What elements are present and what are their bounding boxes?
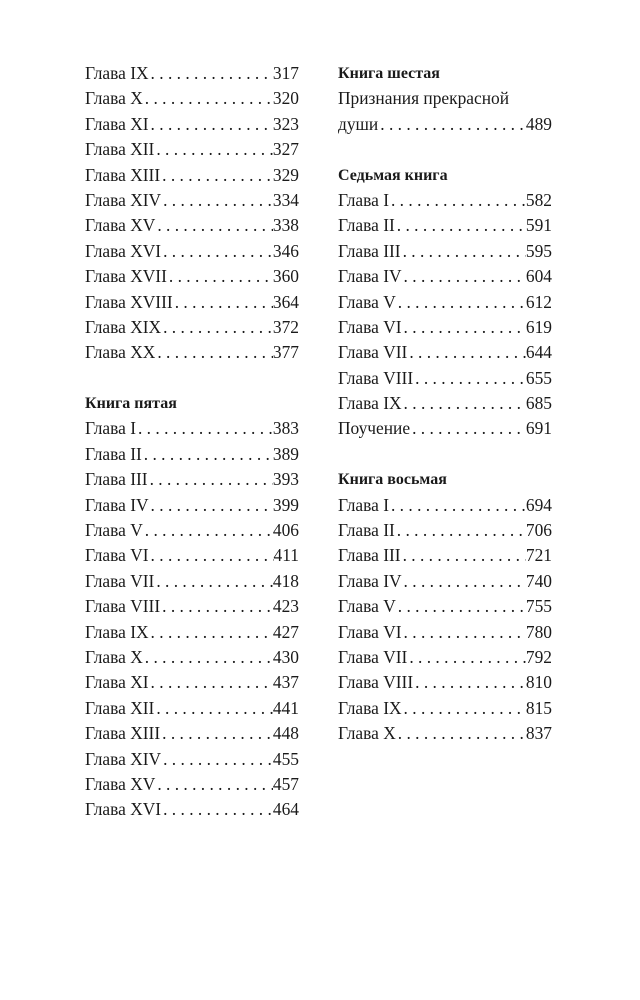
toc-entry-label: Глава XIV (85, 748, 162, 769)
toc-chapter-list (85, 61, 299, 366)
toc-entry (85, 264, 299, 289)
dot-leader (389, 493, 526, 518)
toc-entry-page: 423 (272, 596, 299, 617)
toc-entry-label: Глава XII (85, 697, 155, 718)
dot-leader (389, 188, 526, 213)
toc-entry-page: 430 (272, 646, 299, 667)
toc-entry (85, 543, 299, 568)
toc-entry-label: Глава IX (85, 621, 149, 642)
toc-entry (338, 721, 552, 746)
toc-entry (85, 467, 299, 492)
dot-leader (396, 290, 526, 315)
toc-entry (85, 61, 299, 86)
toc-entry-page: 399 (272, 494, 299, 515)
section-spacer (85, 366, 299, 391)
dot-leader (142, 442, 273, 467)
toc-entry-label: Глава VIII (338, 672, 414, 693)
dot-leader (148, 467, 273, 492)
toc-right-column (338, 61, 552, 747)
toc-entry-page: 740 (525, 570, 552, 591)
toc-entry-page: 691 (525, 418, 552, 439)
toc-entry-page: 694 (525, 494, 552, 515)
toc-entry (338, 645, 552, 670)
toc-entry-label: Глава II (338, 520, 395, 541)
toc-entry (85, 569, 299, 594)
toc-entry-label: Поучение (338, 418, 411, 439)
toc-entry-page: 418 (272, 570, 299, 591)
toc-entry-page: 383 (272, 418, 299, 439)
dot-leader (378, 112, 526, 137)
toc-entry-page: 411 (273, 545, 299, 566)
toc-entry-label: Глава IX (338, 697, 402, 718)
toc-entry-label: Глава V (85, 520, 143, 541)
toc-chapter-list-book-5 (85, 416, 299, 822)
dot-leader (161, 797, 273, 822)
toc-entry (85, 747, 299, 772)
dot-leader (395, 213, 526, 238)
toc-entry-label: души (338, 113, 379, 134)
toc-entry-page: 685 (525, 393, 552, 414)
toc-entry (85, 290, 299, 315)
toc-chapter-list-book-8 (338, 493, 552, 747)
toc-entry-page: 582 (525, 189, 552, 210)
dot-leader (407, 340, 526, 365)
toc-entry (338, 290, 552, 315)
toc-entry-label: Глава VI (85, 545, 149, 566)
toc-entry-label: Глава XIX (85, 316, 162, 337)
toc-title-line: Признания прекрасной (338, 88, 510, 109)
dot-leader (161, 239, 273, 264)
toc-entry-label: Глава V (338, 291, 396, 312)
toc-entry-label: Глава XIII (85, 164, 161, 185)
toc-entry-page: 320 (272, 88, 299, 109)
dot-leader (149, 61, 273, 86)
toc-entry (85, 670, 299, 695)
dot-leader (413, 366, 526, 391)
toc-entry-page: 619 (525, 316, 552, 337)
toc-entry-label: Глава XVII (85, 266, 167, 287)
toc-entry-page: 389 (272, 443, 299, 464)
toc-entry (85, 518, 299, 543)
toc-entry-page: 837 (525, 723, 552, 744)
dot-leader (154, 569, 273, 594)
dot-leader (407, 645, 526, 670)
toc-entry-page: 393 (272, 469, 299, 490)
toc-entry-label: Глава IV (85, 494, 149, 515)
toc-entry (85, 493, 299, 518)
dot-leader (143, 86, 273, 111)
toc-entry-page: 755 (525, 596, 552, 617)
dot-leader (402, 391, 526, 416)
dot-leader (149, 620, 273, 645)
toc-entry-label: Глава VIII (85, 596, 161, 617)
toc-entry (338, 620, 552, 645)
dot-leader (161, 188, 273, 213)
toc-entry-page: 612 (525, 291, 552, 312)
book-heading-6: Книга шестая (338, 65, 440, 82)
dot-leader (149, 112, 273, 137)
dot-leader (395, 518, 526, 543)
dot-leader (413, 670, 526, 695)
toc-entry-page: 323 (272, 113, 299, 134)
dot-leader (149, 670, 273, 695)
dot-leader (167, 264, 273, 289)
toc-entry-label: Глава IV (338, 266, 402, 287)
toc-entry-label: Глава X (85, 88, 143, 109)
toc-entry-page: 441 (272, 697, 299, 718)
toc-entry (338, 239, 552, 264)
toc-entry-label: Глава XI (85, 113, 149, 134)
dot-leader (149, 493, 273, 518)
toc-entry (85, 315, 299, 340)
dot-leader (402, 569, 526, 594)
toc-entry (338, 696, 552, 721)
toc-entry-page: 327 (272, 139, 299, 160)
toc-entry-page: 595 (525, 240, 552, 261)
dot-leader (160, 721, 273, 746)
toc-entry (85, 620, 299, 645)
dot-leader (396, 721, 526, 746)
toc-entry-label: Глава XVIII (85, 291, 173, 312)
toc-entry-label: Глава II (85, 443, 142, 464)
toc-entry-label: Глава II (338, 215, 395, 236)
toc-entry-page: 364 (272, 291, 299, 312)
toc-entry-page: 317 (272, 63, 299, 83)
toc-entry (338, 493, 552, 518)
dot-leader (402, 696, 526, 721)
toc-entry-page: 644 (525, 342, 552, 363)
toc-entry (85, 645, 299, 670)
dot-leader (143, 518, 273, 543)
toc-entry-label: Глава VII (85, 570, 155, 591)
toc-entry-label: Глава XII (85, 139, 155, 160)
toc-entry-page: 721 (525, 545, 552, 566)
toc-entry-page: 448 (272, 723, 299, 744)
toc-entry-label: Глава I (338, 494, 389, 515)
toc-entry-label: Глава IX (85, 63, 149, 83)
toc-entry (85, 112, 299, 137)
toc-entry-page: 464 (272, 799, 299, 820)
toc-entry-label: Глава XIV (85, 189, 162, 210)
toc-entry-label: Глава III (338, 545, 401, 566)
dot-leader (160, 594, 273, 619)
book-heading-7: Седьмая книга (338, 166, 448, 184)
toc-entry (338, 416, 552, 441)
dot-leader (155, 772, 273, 797)
toc-entry-page: 604 (525, 266, 552, 287)
book-heading-5: Книга пятая (85, 395, 177, 413)
toc-entry-label: Глава III (338, 240, 401, 261)
dot-leader (396, 594, 526, 619)
toc-entry-label: Глава XV (85, 215, 156, 236)
toc-entry (85, 721, 299, 746)
dot-leader (154, 696, 273, 721)
toc-entry (338, 518, 552, 543)
dot-leader (136, 416, 273, 441)
toc-entry (85, 163, 299, 188)
toc-entry-label: Глава I (85, 418, 136, 439)
dot-leader (143, 645, 273, 670)
toc-chapter-list-book-7 (338, 188, 552, 442)
toc-entry-page: 815 (525, 697, 552, 718)
toc-entry-label: Глава III (85, 469, 148, 490)
toc-entry-page: 346 (272, 240, 299, 261)
dot-leader (155, 213, 273, 238)
toc-entry-page: 455 (272, 748, 299, 769)
toc-entry (338, 391, 552, 416)
toc-entry-label: Глава X (85, 646, 143, 667)
toc-entry-page: 457 (272, 773, 299, 794)
toc-entry-label: Глава VIII (338, 367, 414, 388)
dot-leader (401, 239, 526, 264)
toc-entry-label: Глава XV (85, 773, 156, 794)
toc-entry (85, 213, 299, 238)
toc-entry-page: 329 (272, 164, 299, 185)
dot-leader (161, 747, 273, 772)
toc-entry-label: Глава VII (338, 342, 408, 363)
toc-entry-page: 437 (272, 672, 299, 693)
toc-entry-label: Глава IX (338, 393, 402, 414)
toc-entry (338, 264, 552, 289)
dot-leader (402, 315, 526, 340)
toc-entry (338, 213, 552, 238)
toc-entry (338, 188, 552, 213)
toc-entry (85, 137, 299, 162)
toc-entry (338, 670, 552, 695)
toc-entry-page: 427 (272, 621, 299, 642)
toc-entry-page: 489 (525, 113, 552, 134)
toc-entry-page: 810 (525, 672, 552, 693)
section-spacer (338, 137, 552, 162)
toc-entry (85, 416, 299, 441)
dot-leader (173, 290, 273, 315)
toc-entry-label: Глава V (338, 596, 396, 617)
dot-leader (410, 416, 526, 441)
dot-leader (161, 315, 273, 340)
book-heading-8: Книга восьмая (338, 471, 447, 489)
toc-entry-label: Глава XI (85, 672, 149, 693)
dot-leader (402, 620, 526, 645)
toc-entry (85, 442, 299, 467)
toc-entry (85, 239, 299, 264)
toc-entry (338, 594, 552, 619)
toc-left-column (85, 61, 299, 823)
toc-entry-label: Глава VII (338, 646, 408, 667)
toc-entry-page: 591 (525, 215, 552, 236)
toc-entry (85, 188, 299, 213)
toc-entry (85, 594, 299, 619)
section-spacer (338, 442, 552, 467)
toc-entry-page: 780 (525, 621, 552, 642)
toc-entry-label: Глава XVI (85, 240, 162, 261)
dot-leader (160, 163, 273, 188)
toc-entry-page: 338 (272, 215, 299, 236)
toc-entry-page: 655 (525, 367, 552, 388)
toc-entry (85, 86, 299, 111)
toc-entry-page: 360 (272, 266, 299, 287)
toc-entry-page: 334 (272, 189, 299, 210)
toc-entry (85, 340, 299, 365)
toc-entry-label: Глава I (338, 189, 389, 210)
toc-entry (85, 696, 299, 721)
toc-entry (338, 112, 552, 137)
toc-entry (85, 772, 299, 797)
toc-entry (338, 340, 552, 365)
toc-entry-page: 372 (272, 316, 299, 337)
toc-entry-page: 377 (272, 342, 299, 363)
toc-entry-page: 792 (525, 646, 552, 667)
toc-entry-page: 406 (272, 520, 299, 541)
toc-entry-label: Глава IV (338, 570, 402, 591)
toc-entry-label: Глава X (338, 723, 396, 744)
dot-leader (401, 543, 526, 568)
dot-leader (154, 137, 273, 162)
dot-leader (149, 543, 274, 568)
toc-entry-label: Глава XIII (85, 723, 161, 744)
toc-entry (338, 366, 552, 391)
dot-leader (155, 340, 273, 365)
toc-entry-label: Глава XVI (85, 799, 162, 820)
toc-entry-page: 706 (525, 520, 552, 541)
toc-entry-label: Глава XX (85, 342, 156, 363)
dot-leader (402, 264, 526, 289)
toc-entry-label: Глава VI (338, 621, 402, 642)
toc-entry (338, 543, 552, 568)
toc-entry (85, 797, 299, 822)
toc-entry-label: Глава VI (338, 316, 402, 337)
toc-entry (338, 569, 552, 594)
toc-entry (338, 315, 552, 340)
